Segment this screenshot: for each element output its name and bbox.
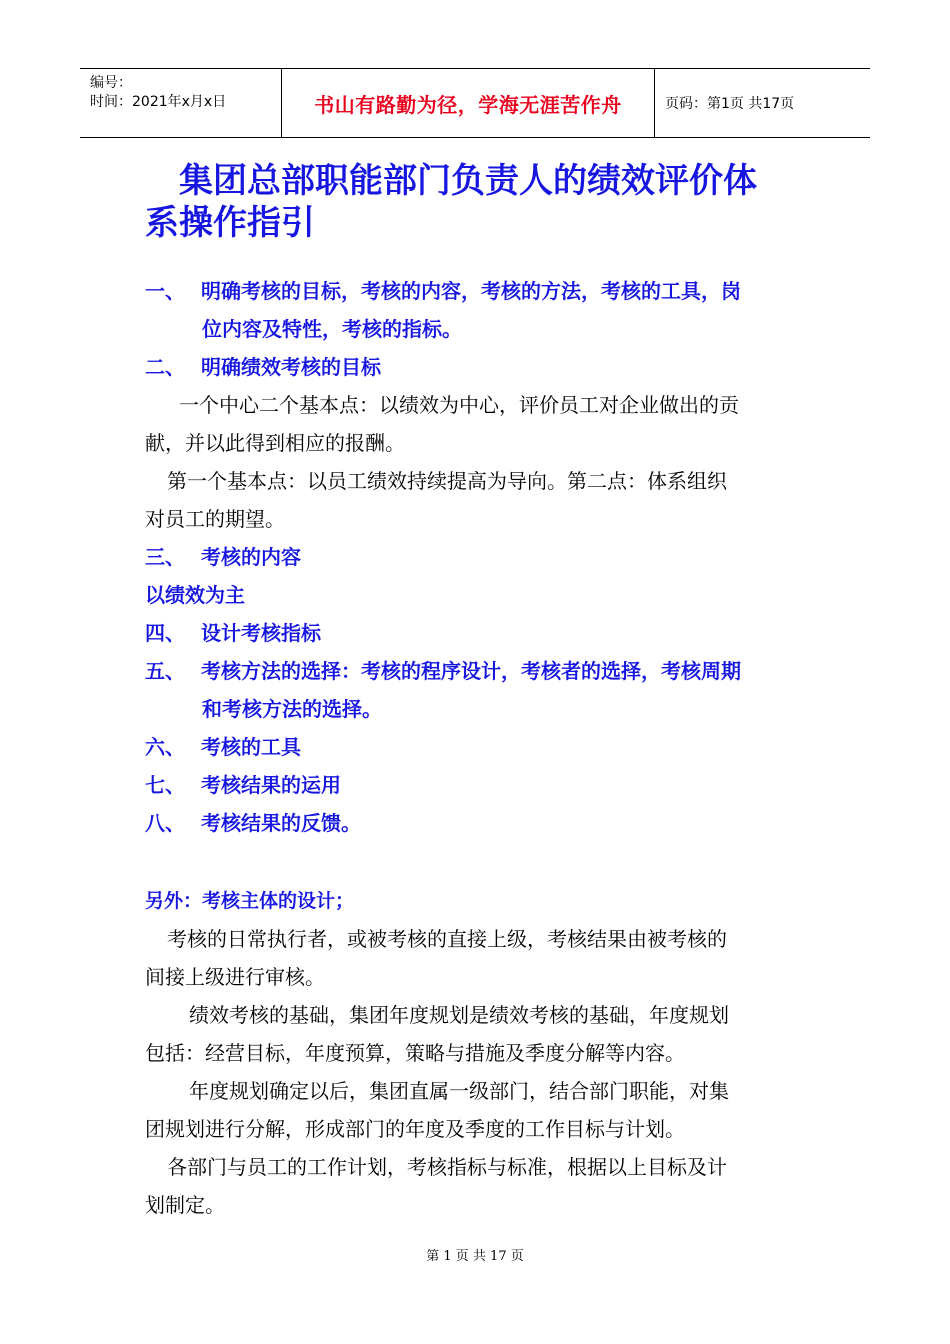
section-text: 考核结果的反馈。 [201, 811, 361, 835]
paragraph-line: 团规划进行分解，形成部门的年度及季度的工作目标与计划。 [145, 1117, 685, 1141]
page-footer: 第 1 页 共 17 页 [426, 1249, 524, 1264]
paragraph-line: 绩效考核的基础，集团年度规划是绩效考核的基础，年度规划 [189, 1003, 729, 1027]
paragraph-line: 划制定。 [145, 1193, 225, 1217]
section-number: 七、 [145, 773, 185, 797]
paragraph-line: 第一个基本点：以员工绩效持续提高为导向。第二点：体系组织 [167, 469, 727, 493]
page-info: 页码：第1页 共17页 [665, 96, 795, 112]
section-number: 六、 [145, 735, 185, 759]
paragraph-line: 间接上级进行审核。 [145, 965, 325, 989]
section-number: 八、 [145, 811, 185, 835]
extra-heading: 另外：考核主体的设计； [145, 890, 355, 912]
header-page-cell [655, 69, 870, 137]
section-text: 设计考核指标 [201, 621, 321, 645]
document-date: 时间：2021年x月x日 [90, 94, 227, 110]
document-header [80, 68, 870, 138]
section-heading [145, 272, 741, 310]
section-number: 五、 [145, 659, 185, 683]
section-number: 二、 [145, 355, 185, 379]
section-continuation: 和考核方法的选择。 [202, 697, 382, 721]
section-heading [145, 728, 301, 766]
paragraph-line: 各部门与员工的工作计划，考核指标与标准，根据以上目标及计 [167, 1155, 727, 1179]
section-text: 考核的内容 [201, 545, 301, 569]
focus-line: 以绩效为主 [145, 583, 245, 607]
section-text: 明确绩效考核的目标 [201, 355, 381, 379]
section-number: 四、 [145, 621, 185, 645]
title-line-1: 集团总部职能部门负责人的绩效评价体 [179, 161, 757, 201]
section-heading [145, 348, 381, 386]
title-line-2: 系操作指引 [145, 203, 315, 243]
section-heading [145, 652, 741, 690]
paragraph-line: 一个中心二个基本点：以绩效为中心，评价员工对企业做出的贡 [179, 393, 739, 417]
section-heading [145, 766, 341, 804]
paragraph-line: 对员工的期望。 [145, 507, 285, 531]
section-text: 考核方法的选择：考核的程序设计，考核者的选择，考核周期 [201, 659, 741, 683]
section-heading [145, 614, 321, 652]
header-motto-cell [282, 69, 655, 137]
paragraph-line: 献，并以此得到相应的报酬。 [145, 431, 405, 455]
paragraph-line: 包括：经营目标，年度预算，策略与措施及季度分解等内容。 [145, 1041, 685, 1065]
header-meta-cell [80, 69, 282, 137]
paragraph-line: 考核的日常执行者，或被考核的直接上级，考核结果由被考核的 [167, 927, 727, 951]
section-number: 一、 [145, 279, 185, 303]
section-heading [145, 538, 301, 576]
paragraph-line: 年度规划确定以后，集团直属一级部门，结合部门职能，对集 [189, 1079, 729, 1103]
section-heading [145, 804, 361, 842]
section-text: 考核的工具 [201, 735, 301, 759]
section-text: 考核结果的运用 [201, 773, 341, 797]
motto: 书山有路勤为径，学海无涯苦作舟 [314, 92, 622, 117]
section-number: 三、 [145, 545, 185, 569]
section-text: 明确考核的目标，考核的内容，考核的方法，考核的工具，岗 [201, 279, 741, 303]
document-number-label: 编号： [90, 75, 132, 91]
section-continuation: 位内容及特性，考核的指标。 [202, 317, 462, 341]
